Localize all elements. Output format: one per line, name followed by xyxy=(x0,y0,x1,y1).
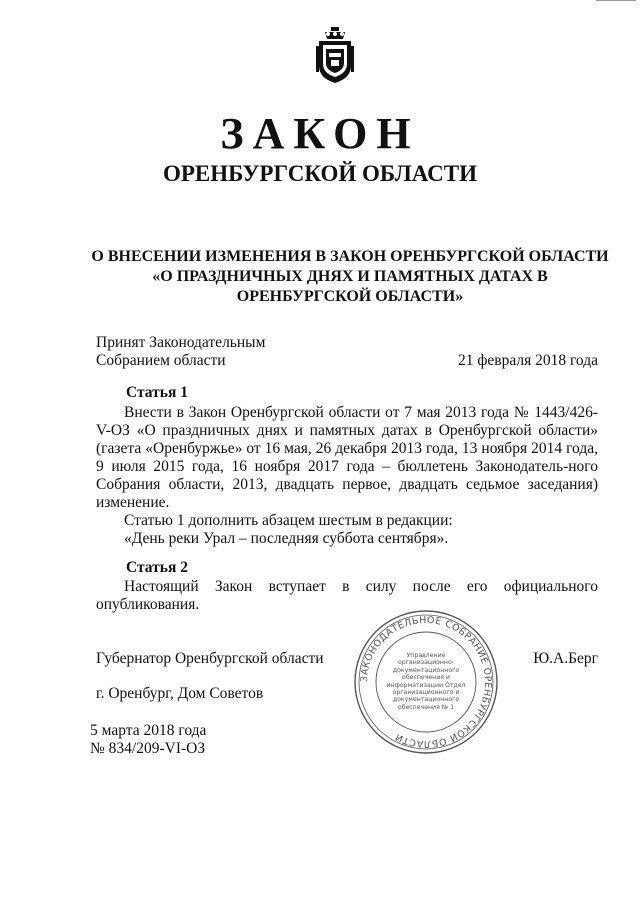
article-1-heading: Статья 1 xyxy=(126,384,188,401)
law-subject-line: О ВНЕСЕНИИ ИЗМЕНЕНИЯ В ЗАКОН ОРЕНБУРГСКОЙ ОБЛАСТИ xyxy=(91,248,609,265)
seal-inner-text: Управление организационно-документационного обеспечения и информатизации Отдел организационного и документационного обеспечения № 1 xyxy=(386,652,466,711)
article-1-paragraph: Статью 1 дополнить абзацем шестым в редакции: xyxy=(124,512,453,529)
article-2-text xyxy=(96,578,598,614)
seal-ring-text: ЗАКОНОДАТЕЛЬНОЕ СОБРАНИЕ ОРЕНБУРГСКОЙ ОБЛАСТИ xyxy=(358,614,494,750)
law-subject xyxy=(90,247,610,307)
law-number: № 834/209-VI-ОЗ xyxy=(90,740,206,757)
signatory-name: Ю.А.Берг xyxy=(533,650,598,667)
law-subject-line: «О ПРАЗДНИЧНЫХ ДНЯХ И ПАМЯТНЫХ ДАТАХ В xyxy=(152,268,548,285)
article-2-heading: Статья 2 xyxy=(126,559,188,576)
adoption-line: Принят Законодательным xyxy=(96,334,266,351)
document-title: ЗАКОН xyxy=(220,109,420,158)
adoption-block xyxy=(96,334,265,370)
article-1-paragraph: Внести в Закон Оренбургской области от 7 мая 2013 года № 1443/426-V-ОЗ «О праздничных днях и памятных датах в Оренбургской области» (газета «Оренбуржье» от 16 мая, 26 декабря 2013 года, 13 ноября 2014 года, 9 июля 2015 года, 16 ноября 2017 года – бюллетень Законодатель-ного Собрания области, 2013, двадцать первое, двадцать седьмое заседания) изменение. xyxy=(96,404,598,511)
coat-of-arms-icon xyxy=(316,26,354,84)
round-seal-icon xyxy=(352,608,500,756)
article-1-text xyxy=(96,404,598,548)
signing-date-block xyxy=(90,722,206,758)
corner-mark xyxy=(596,0,636,4)
signing-date: 5 марта 2018 года xyxy=(90,722,207,739)
article-1-paragraph: «День реки Урал – последняя суббота сентября». xyxy=(124,530,449,547)
law-subject-line: ОРЕНБУРГСКОЙ ОБЛАСТИ» xyxy=(236,288,464,305)
document-region: ОРЕНБУРГСКОЙ ОБЛАСТИ xyxy=(162,161,478,186)
signatory-position: Губернатор Оренбургской области xyxy=(96,650,324,667)
adoption-date: 21 февраля 2018 года xyxy=(457,352,598,369)
article-2-paragraph: Настоящий Закон вступает в силу после его официального опубликования. xyxy=(96,578,598,613)
signing-place: г. Оренбург, Дом Советов xyxy=(96,685,264,702)
adoption-line: Собранием области xyxy=(96,352,226,369)
